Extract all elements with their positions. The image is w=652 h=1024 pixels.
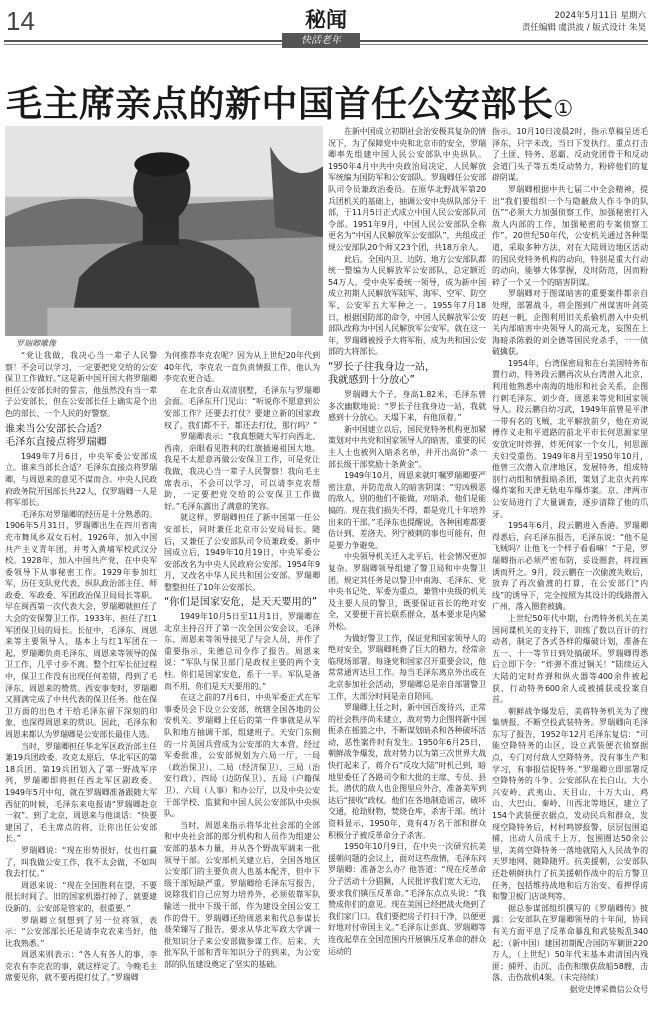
paragraph: 1950年10月9日，在中央一次研究抗美援朝问题的会议上，面对这些敌情，毛泽东问罗瑞卿：准备怎么办？他答道：“现在反革命分子活动十分猖獗，人民批评我们宽大无边，要求我们镇压反革命。”毛泽东点点头说：“我赞成你们的意见。现在美国已经把战火烧到了我们家门口。我们要把房子打扫干净，以便更好地对付帝国主义。”毛泽东让彭真、罗瑞卿等连夜起草在全国范围内开展镇压反革命的群众运动的 bbox=[328, 842, 486, 956]
paragraph: 毛泽东对罗瑞卿的经历是十分熟悉的。1906年5月31日，罗瑞卿出生在四川省南充市舞凤乡双女石村。1926年，加入中国共产主义青年团，并考入黄埔军校武汉分校。1928年，加入中国共产党，在中央军委领导下从事秘密工作。1929年参加红军，历任支队党代表、纵队政治部主任、师政委、军政委、军团政治保卫局局长等职。早在闽西第一次代表大会，罗瑞卿就担任了大会的安保警卫工作。1933年，担任了红1军团保卫局的局长。长征中，毛泽东、周恩来等主要领导人，基本上与红1军团在一起，罗瑞卿负责毛泽东、周恩来等领导的保卫工作，几乎寸步不离。整个红军长征过程中，保卫工作没有出现任何差错，得到了毛泽东、周恩来的赞赏。西安事变时，罗瑞卿又圆满完成了中共代表的保卫任务。他在保卫方面的出色才干给毛泽东留下深刻的印象，也深得周恩来的赏识。因此，毛泽东和周恩来都认为罗瑞卿是公安部长最佳人选。 bbox=[5, 509, 157, 739]
part-number: ① bbox=[553, 97, 574, 122]
article-column-3 bbox=[328, 126, 486, 957]
paragraph: 当时，周恩来指示将华北社会部的全部和中央社会部的部分机构和人员作为组建公安部的基本力量，并从各个野战军调来一批领导干部。公安部机关建立后，全国各地区公安部门的主要负责人也基本配齐，但中下级干部短缺严重。罗瑞卿给毛泽东写报告，说除我们自己应努力培养外，必须依靠军队输送一批中下级干部，作为建设全国公安工作的骨干。罗瑞卿还给周恩来和代总参谋长聂荣臻写了报告，要求从华北军政大学调一批知识分子来公安部做参谋工作。后来，大批军队干部和青年知识分子的到来，为公安部的队伍建设奠定了坚实的基础。 bbox=[164, 820, 320, 969]
article-column-1 bbox=[5, 350, 157, 984]
section-heading: 我就感到十分放心” bbox=[328, 375, 415, 387]
paragraph: “党让我做，我决心当一辈子人民警察！不会可以学习，一定要把党交给的公安保卫工作做好。”这是新中国开国大将罗瑞卿担任公安部长时的誓言，他虽然没有当一辈子公安部长，但在公安部长任上确实是个出色的部长、一个人民的好警察。 bbox=[5, 351, 157, 418]
section-heading: 毛泽东直接点将罗瑞卿 bbox=[5, 437, 107, 449]
article-column-2 bbox=[164, 350, 320, 970]
newspaper-logo: 快活老年 bbox=[282, 33, 360, 48]
statue-image bbox=[5, 126, 323, 336]
title-text: 毛主席亲点的新中国首任公安部长 bbox=[6, 84, 554, 125]
paragraph: 在新中国成立初期社会治安极其复杂的情况下，为了保障党中央和北京市的安全，罗瑞卿率先组建中国人民公安部队中央纵队。1950年4月中共中央政治局决定，人民解放军统编为国防军和公安部队。罗瑞卿任公安部队司令员兼政治委员。在原华北野战军第20兵团机关的基础上，抽调公安中央纵队部分干部，于11月5日正式成立中国人民公安部队司令部。1951年9月，中国人民公安部队全称更名为“中国人民解放军公安部队”，共组成正规公安部队20个师又23个团，共18万余人。 bbox=[328, 127, 486, 252]
paragraph: 周恩来说：“现在全国胜利在望，不要很长时间了。旧的国家机器打掉了，就要建设新的。公安部是管家的，很重要。” bbox=[5, 880, 157, 913]
paragraph: 在这之前的7月6日，中央军委正式在军事委员会下设立公安部，统辖全国各地的公安机关。罗瑞卿上任后的第一件事就是从军队和地方抽调干部，组建班子。天安门东侧的一片英国兵营成为公安部的大本营。经过军委批准，公安部规划为六局一厅，一局（政治保卫）、二局（经济保卫）、三局（治安行政）、四局（边防保卫）、五局（户籍保卫）、六局（人事）和办公厅，以及中央公安干部学校、监狱和中国人民公安部队中央纵队。 bbox=[164, 693, 320, 819]
paragraph: 此后，全国内卫、边防、地方公安部队都统一整编为人民解放军公安部队，总定额近54万人，受中央军委统一领导，成为新中国成立初期人民解放军陆军、海军、空军、防空军、公安军五大军种之一。1955年7月18日，根据国防部的命令，中国人民解放军公安部队改称为中国人民解放军公安军。就在这一年，罗瑞卿被授予大将军衔，成为共和国公安部的大将部长。 bbox=[328, 254, 486, 357]
section-heading: 谁来当公安部长合适？ bbox=[5, 423, 107, 435]
paragraph: 上世纪50年代中期，台湾特务机关在美国间谍机关的支持下，训练了数以百计的行动者，制定了各式各样的爆破计划，准备在五一、十一等节日到处搞破坏。罗瑞卿得悉后立即下令：“炸弹不准过铜关！”陆续运入大陆的定时炸弹和纵火器等400余件被起获，行动特务600余人或被捕获或投案自首。 bbox=[492, 613, 648, 705]
page-number: 14 bbox=[6, 6, 35, 36]
source-credit: 据党史博采微信公众号 bbox=[569, 984, 648, 994]
header-meta bbox=[522, 10, 646, 34]
paragraph: 指示。10月10日凌晨2时，指示草稿呈送毛泽东，只字未改，当日下发执行。重点打击了土匪、特务、恶霸、反动党团骨干和反动会道门头子等五类反动势力，粉碎他们的复辟阴谋。 bbox=[492, 127, 648, 183]
paragraph: 1949年10月5日至11月1日，罗瑞卿在北京主持召开了第一次全国公安会议，毛泽东、周恩来等领导接见了与会人员，并作了重要指示，朱德总司令作了报告。周恩来说：“军队与保卫部门是政权主要的两个支柱。你们是国家安危，系于一半。军队是备而不用，你们是天天要用的。” bbox=[164, 612, 320, 691]
issue-date: 2024年5月11日 星期六 bbox=[554, 11, 646, 21]
paragraph: 罗瑞卿对于图谋暗害的重要案件都亲自处理，部署战斗，将企图到广州谋害叶剑英的赵一帆，企图利用旧关系偷机潜入中央机关内部暗害中央领导人的高元龙，妄图在上海暗杀陈毅的刘全德等国民党杀手，一一侦破擒获。 bbox=[492, 289, 648, 357]
paragraph: 为做好警卫工作，保证党和国家领导人的绝对安全，罗瑞卿耗费了巨大的精力，经常亲临现场部署。每逢党和国家召开重要会议，他常常通宵达旦工作。每当毛泽东离京外出或在北京参加社会活动，罗瑞卿总是亲自部署警卫工作，大部分时间是亲自陪同。 bbox=[328, 633, 486, 701]
paragraph: 罗瑞卿根据中共七届二中全会精神，提出“我们要组织一个与隐蔽敌人作斗争的队伍”“必须大力加强侦察工作，加强秘密打入敌人内部的工作，加强秘密的专案侦察工作”。20世纪50年代，公安机关通过各种渠道，采取多种方法，对在大陆周边地区活动的国民党特务机构的动向，特别是重大行动的动向，能够大体掌握，及时防范，因而粉碎了一个又一个的暗害阴谋。 bbox=[492, 184, 648, 287]
paragraph: 1949年10月，周恩来就叮嘱罗瑞卿要严密注意，并防范敌人的暗害阴谋：“穷凶极恶的敌人，别的他们不能做，对暗杀，他们是能搞的。现在我们损失不得，都是党几十年培养出来的干部。”毛泽东也提醒说，各种困难都要估计到，差洛夫、列宁被刺的事也可能有，但是要力争避免。 bbox=[328, 471, 486, 550]
paragraph: 罗瑞卿大个子，身高1.82米，毛泽东曾多次幽默地说：“罗长子往我身边一站，我就感到十分放心。天塌下来，有他顶着。” bbox=[328, 390, 486, 423]
paragraph: 在北京香山双清别墅，毛泽东与罗瑞卿会面。毛泽东开门见山：“听说你不愿意到公安部工作？还要去打仗？要建立新的国家政权了，我们都不干，都还去打仗，那行吗？” bbox=[164, 385, 320, 430]
section-heading: “罗长子往我身边一站， bbox=[328, 361, 436, 373]
paragraph: 1949年7月6日，中央军委公安部成立。谁来当部长合适？毛泽东直接点将罗瑞卿，与周恩来的意见不谋而合。中央人民政府政务院开国部长共22人，仅罗瑞卿一人是将军部长。 bbox=[5, 451, 157, 508]
editors-credit: 责任编辑 虞洪波 / 版式设计 朱昊 bbox=[521, 23, 646, 33]
paragraph: 1954年6月，段云鹏进入香港。罗瑞卿得悉后，向毛泽东报告，毛泽东说：“他不是飞贼吗？让他飞一个样子看看嘛！”于是，罗瑞卿指示必须严密布防，妥设圈套，将段画诱而歼之。9月，段云鹏在一次偷渡失败后，放弃了再次偷渡的打算，在公安部门“内线”的诱导下，完全按照为其设计的线路潜入广州，落入圈套被擒。 bbox=[492, 521, 648, 612]
statue-photo bbox=[5, 126, 323, 336]
article-column-4 bbox=[492, 126, 648, 996]
paragraph: 罗瑞卿上任之时，新中国百废待兴，正常的社会秩序尚未建立，敌对势力企图将新中国扼杀在摇篮之中，不断谋划暗杀和各种破坏活动，恶性案件时有发生。1950年6月25日，朝鲜战争爆发，敌对势力以为第三次世界大战快打起来了，蒋介石“反攻大陆”时机已到，暗地里委任了各路司令和大批的主席、专员、县长，潜伏的敌人也企图里应外合，准备美军到达后“接收”政权。他们在各地制造谣言，破坏交通，抢劫财物，焚烧仓库，杀害干部。统计资料显示，1950年，竟有4万名干部和群众积极分子被反革命分子杀害。 bbox=[328, 703, 486, 840]
paragraph: 罗瑞卿表示：“我真想随大军打向西北、西南，亲眼看见胜利的红旗插遍祖国大地。我是不太愿意再做公安保卫工作，可是党让我做，我决心当一辈子人民警察！我向毛主席表示，不会可以学习，可以请李克农帮助，一定要把党交给的公安保卫工作做好。”毛泽东露出了满意的笑容。 bbox=[164, 432, 320, 511]
paragraph: 为何推荐李克农呢？因为从上世纪20年代到40年代，李克农一直负责情报工作，他认为李克农更合适。 bbox=[164, 351, 320, 384]
section-heading: “你们是国家安危，是天天要用的” bbox=[164, 597, 318, 609]
paragraph: 罗瑞卿立刻想到了另一位将领，表示：“公安部部长还是请李克农来当好，他比我熟悉。” bbox=[5, 915, 157, 948]
paragraph: 据总参谋部组织撰写的《罗瑞卿传》披露：公安部队在罗瑞卿领导的十年间，协同有关方面平息了反革命暴乱和武装叛乱340起；（新中国）建国初期配合国防军剿匪220万人，（上世纪）50年代末基本肃清国内残匪；捕歼、击沉、击伤和缴获敌船58艘，击落、击伤敌机4架。（未完待续） bbox=[492, 903, 648, 983]
article-title bbox=[6, 76, 574, 127]
section-title: 秘闻 bbox=[305, 7, 347, 32]
paragraph: 当时，罗瑞卿担任华北军区政治部主任兼19兵团政委。攻克太原后，华北军区的第18兵团、第19兵团划入了第一野战军序列，罗瑞卿即将担任西北军区副政委。1949年5月中旬，就在罗瑞卿准备跟随大军西征的时候，毛泽东来电报请“罗瑞卿赴京一叙”。到了北京，周恩来与他谈话：“快要建国了，毛主席点的将，让你出任公安部长。” bbox=[5, 741, 157, 844]
photo-caption: 罗瑞卿雕像 bbox=[16, 339, 56, 348]
paragraph: 就这样，罗瑞卿担任了新中国第一任公安部长，同时兼任北京市公安局局长。随后，又兼任了公安部队司令员兼政委。新中国成立后，1949年10月19日，中央军委公安部改名为中央人民政府公安部。1954年9月，又改名中华人民共和国公安部。罗瑞卿整整担任了10年公安部长。 bbox=[164, 513, 320, 592]
paragraph: 中央领导机关迁入北平后，社会情况更加复杂。罗瑞卿领导组建了警卫局和中央警卫团，规定其任务是以警卫中南海、毛泽东、党中央书记处、军委为重点，兼管中央级的机关及主要人员的警卫，既要保证首长的绝对安全，又要便于首长联系群众，基本要求是内紧外松。 bbox=[328, 552, 486, 631]
paragraph: 1954年，台湾保密局和在台美国特务布置行动，特务段云鹏再次从台湾潜入北京，利用他熟悉中南海的地形和社会关系，企图行刺毛泽东、刘少奇、周恩来等党和国家领导人。段云鹏自幼习武，1949年前曾是平津一带有名的飞贼，北平解放前夕，他在劝说傅作义走和平道路的前北平市长何思源家里安放定时炸弹，炸死何家一个女儿，何思源夫妇受重伤。1949年8月至1950年10月，他曾三次潜入京津地区，发展特务，组成特别行动组和情报暗杀团，策划了北京火药库爆炸案和天津无轨电车爆炸案。京、津两市公安局进行了大量调查，逐步清除了他的爪牙。 bbox=[492, 358, 648, 519]
paragraph: 周恩来则表示：“各人有各人的事，李克农有李克农的事，就这样定了。今晚毛主席要见你，就不要再提打仗了。”罗瑞卿 bbox=[5, 950, 157, 983]
paragraph: 朝鲜战争爆发后，美蒋特务机关为了搜集情报，不断空投武装特务。罗瑞卿向毛泽东写了报告，1952年12月毛泽东复信：“可能空降特务的山区，设立武装便衣侦察据点，专门对付敌人空降特务，没有事生产和学习，有事报信捉特务。”罗瑞卿立即部署反空降特务的斗争。公安部队在长白山、大小兴安岭、武夷山、天目山、十万大山、鸡山、大巴山、秦岭、川西北等地区，建立了154个武装便衣据点，发动民兵和群众，发现空降特务后，村村鸣锣报警，层层包围追捕，出动人员成千上万，包围圈达50余公里，美蒋空降特务一落地就陷入人民战争的天罗地网，随降随歼。抗美援朝，公安部队还赴朝鲜执行了抗美援朝作战中的后方警卫任务，包括维持战地和后方治安、看押俘虏和警卫板门店谈判等。 bbox=[492, 706, 648, 902]
paragraph: 新中国建立以后，国民党特务机构更加紧策划对中共党和国家领导人的暗害，重要的民主人士也被列入暗杀名单，并开出高价“杀一部长级干部奖励十条黄金”。 bbox=[328, 424, 486, 469]
paragraph: 罗瑞卿说：“现在形势很好，仗也打赢了，叫我做公安工作，我不太会做，不如叫我去打仗。” bbox=[5, 845, 157, 879]
